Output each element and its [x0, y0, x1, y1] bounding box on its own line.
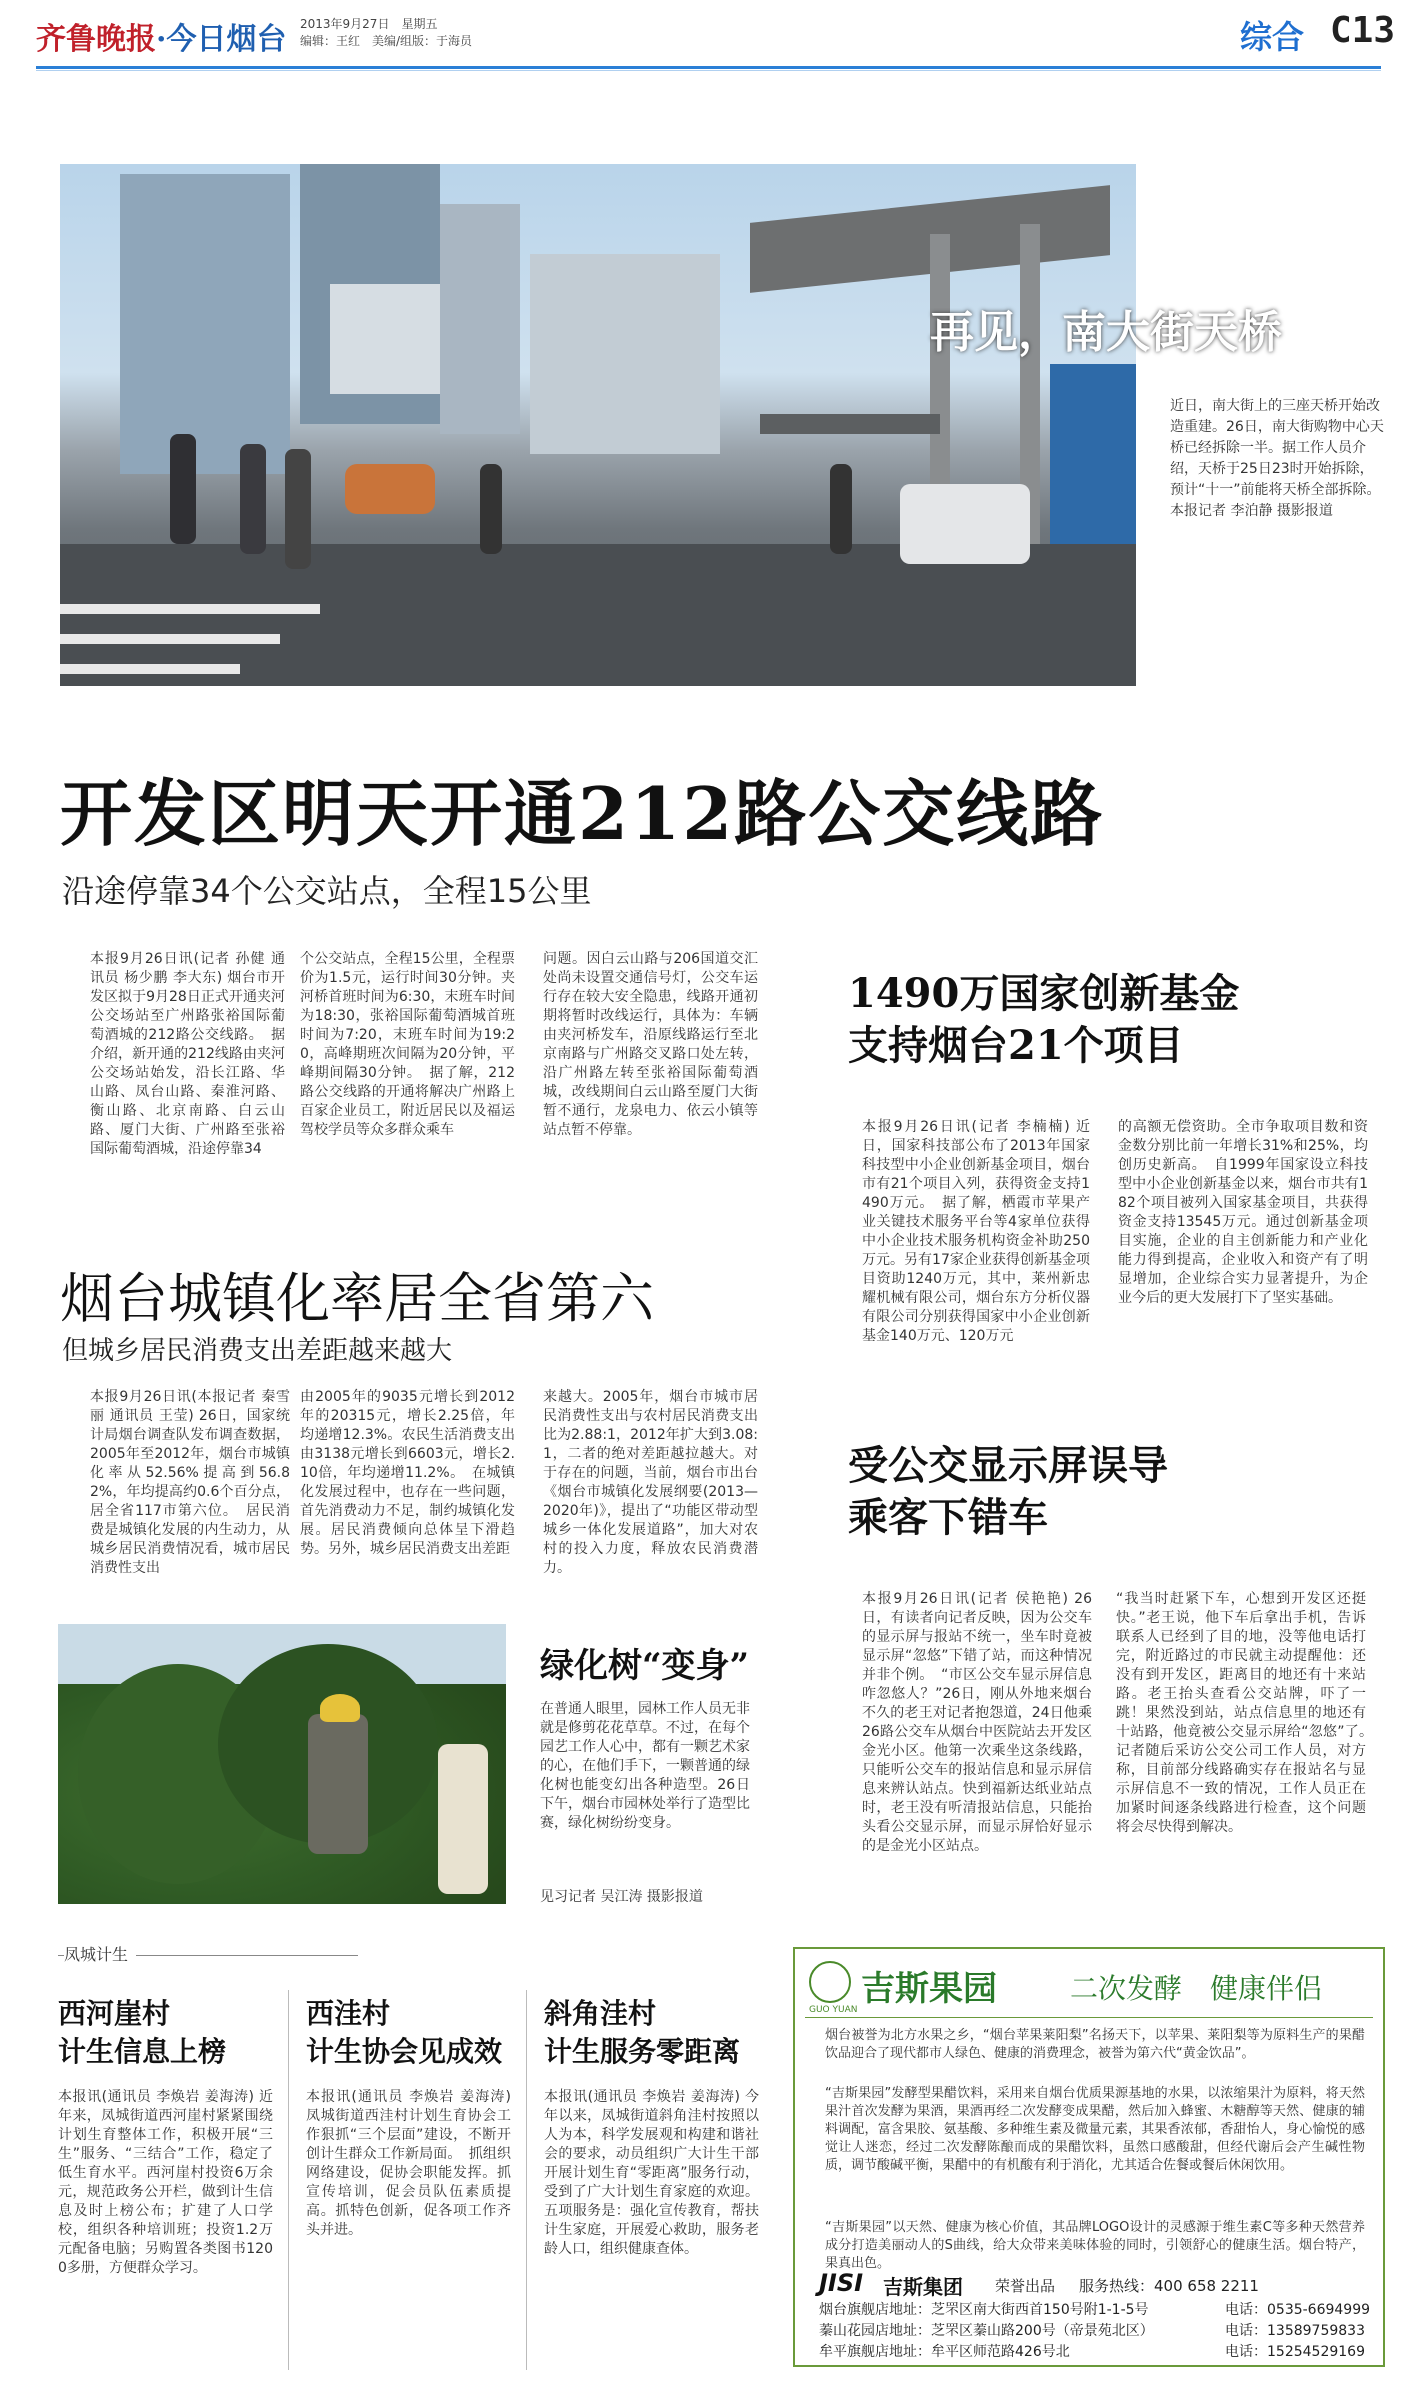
fengcheng-item-2-title	[306, 1995, 502, 2071]
article1-col3: 问题。因白云山路与206国道交汇处尚未设置交通信号灯，公交车运行存在较大安全隐患，线路开通初期将暂时改线运行，具体为：车辆由夹河桥发车，沿原线路运行至北京南路与广州路交叉路口处左转，沿广州路左转至张裕国际葡萄酒城，改线期间白云山路至厦门大街暂不通行，龙泉电力、依云小镇等站点暂不停靠。	[543, 951, 758, 1138]
ad-para-2: “吉斯果园”发酵型果醋饮料，采用来自烟台优质果源基地的水果，以浓缩果汁为原料，将天然果汁首次发酵为果酒，果酒再经二次发酵变成果醋，然后加入蜂蜜、木糖醇等天然、健康的辅料调配，富含果胶、氨基酸、多种维生素及微量元素，其果香浓郁，香甜怡人，身心愉悦的感觉让人迷恋，经过二次发酵陈酿而成的果醋饮料，虽然口感酸甜，但经代谢后会产生碱性物质，调节酸碱平衡，果醋中的有机酸有利于消化，尤其适合佐餐或餐后休闲饮用。	[825, 2086, 1365, 2173]
article4-headline-line2: 乘客下错车	[848, 1494, 1048, 1541]
section-name: 综合	[1240, 18, 1305, 56]
article2-col2: 的高额无偿资助。全市争取项目数和资金数分别比前一年增长31%和25%，均创历史新高。 自1999年国家设立科技型中小企业创新基金以来，烟台市共有182个项目被列入国家基金项目，共获得资金支持13545万元。通过创新基金项目实施，企业的自主创新能力和产业化能力得到提高，企业收入和资产有了明显增加，企业综合实力显著提升，为企业今后的更大发展打下了坚实基础。	[1118, 1119, 1368, 1306]
main-headline: 开发区明天开通212路公交线路	[60, 771, 1105, 856]
ad-hotline: 服务热线：400 658 2211	[1079, 2277, 1259, 2295]
article3-headline: 烟台城镇化率居全省第六	[60, 1267, 654, 1330]
ad-para-3: “吉斯果园”以天然、健康为核心价值，其品牌LOGO设计的灵感源于维生素C等多种天然营养成分打造美丽动人的S曲线，给大众带来美味体验的同时，引领舒心的健康生活。烟台特产，果真出色。	[825, 2220, 1365, 2271]
article3-col2: 由2005年的9035元增长到2012年的20315元，增长2.25倍，年均递增12.3%。农民生活消费支出由3138元增长到6603元，增长2.10倍，年均递增11.2%。 在城镇化发展过程中，也存在一些问题，首先消费动力不足，制约城镇化发展。居民消费倾向总体呈下滑趋势。另外，城乡居民消费支出差距	[300, 1389, 515, 1557]
store-2-address: 蓁山花园店地址：芝罘区蓁山路200号（帝景苑北区）	[819, 2323, 1154, 2339]
ad-slogan: 二次发酵 健康伴侣	[1070, 1972, 1323, 2005]
ad-brand-name: 吉斯果园	[861, 1969, 997, 2009]
issue-date: 2013年9月27日 星期五	[300, 17, 438, 31]
photo-caption-panel	[1136, 164, 1396, 409]
article2-headline-line1: 1490万国家创新基金	[848, 970, 1240, 1017]
fengcheng-item-3-body: 本报讯(通讯员 李焕岩 姜海涛) 今年以来，凤城街道斜角洼村按照以人为本，科学发展观和构建和谐社会的要求，动员组织广大计生干部开展计划生育“零距离”服务行动，受到了广大计划生育家庭的欢迎。五项服务是：强化宣传教育，帮扶计生家庭，开展爱心救助，服务老龄人口，组织健康查体。	[544, 2089, 759, 2257]
header-rule-thin	[36, 70, 1381, 71]
ad-produced: 荣誉出品	[995, 2277, 1056, 2295]
header-rule	[36, 66, 1381, 69]
article4-col1: 本报9月26日讯(记者 侯艳艳) 26日，有读者向记者反映，因为公交车的显示屏与报站不统一，坐车时竟被显示屏“忽悠”下错了站，而这种情况并非个例。 “市区公交车显示屏信息咋忽悠人？”26日，刚从外地来烟台不久的老王对记者抱怨道，24日他乘26路公交车从烟台中医院站去开发区金光小区。他第一次乘坐这条线路，只能听公交车的报站信息和显示屏信息来辨认站点。快到福新达纸业站点时，老王没有听清报站信息，只能抬头看公交显示屏，而显示屏恰好显示的是金光小区站点。	[862, 1591, 1092, 1854]
fengcheng-item-3-title-line1: 斜角洼村	[544, 1997, 657, 2030]
tree-photo	[58, 1624, 506, 1904]
article2-headline	[848, 968, 1239, 1072]
store-2-phone: 电话：13589759833	[1225, 2323, 1365, 2339]
brand-logo-text: GUO YUAN	[809, 2005, 858, 2015]
ad-rule	[805, 2017, 1373, 2018]
fengcheng-item-1-body: 本报讯(通讯员 李焕岩 姜海涛) 近年来，凤城街道西河崖村紧紧围绕计划生育整体工作，积极开展“三生”服务、“三结合”工作，稳定了低生育水平。西河崖村投资6万余元，规范政务公开栏，做到计生信息及时上榜公布；扩建了人口学校，组织各种培训班；投资1.2万元配备电脑；另购置各类图书1200多册，方便群众学习。	[58, 2089, 273, 2276]
article4-headline	[848, 1440, 1168, 1544]
article5-headline: 绿化树“变身”	[540, 1646, 750, 1686]
article3-subhead: 但城乡居民消费支出差距越来越大	[62, 1336, 453, 1366]
store-3-address: 牟平旗舰店地址：牟平区师范路426号北	[819, 2344, 1070, 2360]
group-name: 吉斯集团	[883, 2275, 963, 2299]
masthead-name: 齐鲁晚报	[36, 22, 156, 57]
article1-col1: 本报9月26日讯(记者 孙健 通讯员 杨少鹏 李大东) 烟台市开发区拟于9月28日正式开通夹河公交场站至广州路张裕国际葡萄酒城的212路公交线路。 据介绍，新开通的212线路由夹河公交场站始发，沿长江路、华山路、凤台山路、秦淮河路、衡山路、北京南路、白云山路、厦门大街、广州路至张裕国际葡萄酒城，沿途停靠34	[90, 951, 285, 1157]
article4-col2: “我当时赶紧下车，心想到开发区还挺快。”老王说，他下车后拿出手机，告诉联系人已经到了目的地，没等他电话打完，附近路过的市民就主动提醒他：还没有到开发区，距离目的地还有十来站路。老王抬头查看公交站牌，吓了一跳！果然没到站，站点信息里的地还有十站路，他竟被公交显示屏给“忽悠”了。 记者随后采访公交公司工作人员，对方称，目前部分线路确实存在报站名与显示屏信息不一致的情况，工作人员正在加紧时间逐条线路进行检查，这个问题将会尽快得到解决。	[1116, 1591, 1380, 1835]
fengcheng-item-3-title	[544, 1995, 740, 2071]
fengcheng-item-2-title-line2: 计生协会见成效	[306, 2035, 503, 2068]
store-1-address: 烟台旗舰店地址：芝罘区南大街西首150号附1-1-5号	[819, 2302, 1149, 2318]
article2-col1: 本报9月26日讯(记者 李楠楠) 近日，国家科技部公布了2013年国家科技型中小企业创新基金项目，烟台市有21个项目入列，获得资金支持1490万元。 据了解，栖霞市苹果产业关键技术服务平台等4家单位获得中小企业技术服务机构资金补助250万元。另有17家企业获得创新基金项目资助1240万元，其中，莱州新忠耀机械有限公司，烟台东方分析仪器有限公司分别获得国家中小企业创新基金140万元、120万元	[862, 1119, 1090, 1344]
fengcheng-item-3-title-line2: 计生服务零距离	[544, 2035, 741, 2068]
photo-caption: 近日，南大街上的三座天桥开始改造重建。26日，南大街购物中心天桥已经拆除一半。据工作人员介绍，天桥于25日23时开始拆除，预计“十一”前能将天桥全部拆除。本报记者 李泊静 摄影报道	[1170, 398, 1384, 519]
article3-col1: 本报9月26日讯(本报记者 秦雪丽 通讯员 王莹) 26日，国家统计局烟台调查队发布调查数据，2005年至2012年，烟台市城镇化率从52.56%提高到56.82%，年均提高约0.6个百分点，居全省117市第六位。 居民消费是城镇化发展的内生动力，从城乡居民消费情况看，城市居民消费性支出	[90, 1389, 290, 1576]
article4-headline-line1: 受公交显示屏误导	[848, 1442, 1168, 1489]
page-number: C13	[1330, 10, 1396, 51]
photo-title: 再见，南大街天桥	[930, 307, 1282, 358]
article5-body: 在普通人眼里，园林工作人员无非就是修剪花花草草。不过，在每个园艺工作人心中，都有一颗艺术家的心，在他们手下，一颗普通的绿化树也能变幻出各种造型。26日下午，烟台市园林处举行了造型比赛，绿化树纷纷变身。	[540, 1701, 750, 1831]
masthead-section: ·今日烟台	[156, 22, 287, 57]
article2-headline-line2: 支持烟台21个项目	[848, 1022, 1184, 1069]
bridge-photo	[60, 164, 1136, 686]
column-divider	[288, 1990, 289, 2370]
group-logo: JISI	[819, 2269, 864, 2297]
header-meta	[300, 16, 472, 50]
main-subhead: 沿途停靠34个公交站点，全程15公里	[62, 872, 592, 910]
article3-col3: 来越大。2005年，烟台市城市居民消费性支出与农村居民消费支出比为2.88:1，2012年扩大到3.08:1，二者的绝对差距越拉越大。对于存在的问题，当前，烟台市出台《烟台市城镇化发展纲要(2013—2020年)》，提出了“功能区带动型城乡一体化发展道路”，加大对农村的投入力度，释放农民消费潜力。	[543, 1389, 758, 1576]
masthead	[36, 14, 286, 58]
ad-para-1: 烟台被誉为北方水果之乡，“烟台苹果莱阳梨”名扬天下，以苹果、莱阳梨等为原料生产的果醋饮品迎合了现代都市人绿色、健康的消费理念，被誉为第六代“黄金饮品”。	[825, 2028, 1365, 2061]
fengcheng-item-2-body: 本报讯(通讯员 李焕岩 姜海涛) 凤城街道西洼村计划生育协会工作狠抓“三个层面”建设，不断开创计生群众工作新局面。 抓组织网络建设，促协会职能发挥。抓宣传培训，促会员队伍素质提高。抓特色创新，促各项工作齐头并进。	[306, 2089, 511, 2238]
brand-logo-icon	[809, 1961, 851, 2003]
store-3-phone: 电话：15254529169	[1225, 2344, 1365, 2360]
editor-credits: 编辑：王红 美编/组版：于海员	[300, 34, 473, 48]
store-1-phone: 电话：0535-6694999	[1225, 2302, 1371, 2318]
article1-col2: 个公交站点，全程15公里，全程票价为1.5元，运行时间30分钟。夹河桥首班时间为6:30，末班车时间为18:30，张裕国际葡萄酒城首班时间为7:20，末班车时间为19:20，高峰期班次间隔为20分钟，平峰期间隔30分钟。 据了解，212路公交线路的开通将解决广州路上百家企业员工，附近居民以及福运驾校学员等众多群众乘车	[300, 951, 515, 1138]
advertisement	[793, 1947, 1385, 2367]
column-divider	[526, 1990, 527, 2370]
fengcheng-label: 凤城计生	[64, 1942, 136, 1965]
fengcheng-item-2-title-line1: 西洼村	[306, 1997, 391, 2030]
article5-credit: 见习记者 吴江涛 摄影报道	[540, 1889, 703, 1905]
fengcheng-item-1-title	[58, 1995, 226, 2071]
fengcheng-item-1-title-line2: 计生信息上榜	[58, 2035, 227, 2068]
fengcheng-item-1-title-line1: 西河崖村	[58, 1997, 171, 2030]
